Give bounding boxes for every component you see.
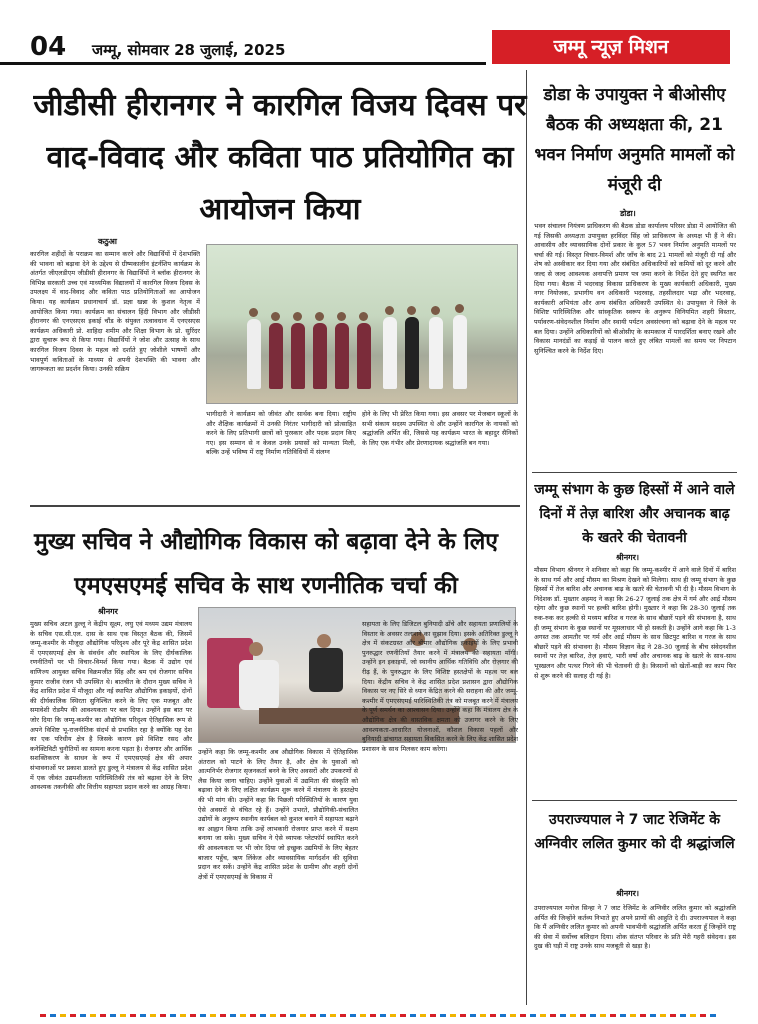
side-rule-1 — [532, 472, 737, 473]
side3-body: उपराज्यपाल मनोज सिन्हा ने 7 जाट रेजिमेंट के अग्निवीर ललित कुमार को श्रद्धांजलि अर्पित की जिन्होंने कर्तव्य निभाते हुए अपने प्राणों की आहुति दे दी। उपराज्यपाल ने कहा कि मैं अग्निवीर ललित कुमार को अपनी भावभीनी श्रद्धांजलि अर्पित करता हूँ जिन्होंने राष्ट्र की सेवा में सर्वोच्च बलिदान दिया। शोक संतप्त परिवार के प्रति मेरी गहरी संवेदना। इस दुख की घड़ी में राष्ट्र उनके साथ मजबूती से खड़ा है। — [534, 904, 736, 951]
story2-headline: मुख्य सचिव ने औद्योगिक विकास को बढ़ावा देने के लिए एमएसएमई सचिव के साथ रणनीतिक चर्चा की — [33, 529, 499, 599]
masthead: जम्मू न्यूज़ मिशन — [492, 30, 730, 64]
side-rule-2 — [532, 800, 737, 801]
header-rule — [0, 62, 486, 65]
side2-body: मौसम विभाग श्रीनगर ने शनिवार को कहा कि जम्मू-कश्मीर में आने वाले दिनों में बारिश के साथ गर्म और आर्द्र मौसम का मिश्रण देखने को मिलेगा। साथ ही जम्मू संभाग के कुछ हिस्सों में तेज बारिश और अचानक बाढ़ के खतरे की चेतावनी भी दी है। मौसम विभाग के निदेशक डॉ. मुख्तार अहमद ने कहा कि 26-27 जुलाई तक क्षेत्र में गर्म और आर्द्र मौसम रहेगा और कुछ स्थानों पर हल्की बारिश होगी। मुख्तार ने कहा कि 28-30 जुलाई तक रुक-रुक कर हल्की से मध्यम बारिश व गरज के साथ बौछारें पड़ने की संभावना है, साथ ही जम्मू संभाग के कुछ स्थानों पर मूसलाधार भी हो सकती है। उन्होंने आगे कहा कि 1-3 अगस्त तक आमतौर पर गर्म और आर्द्र मौसम के साथ छिटपुट बारिश व गरज के साथ बौछारें पड़ने की संभावना है। मौसम विज्ञान केंद्र ने 28-30 जुलाई के बीच संवेदनशील स्थानों पर तेज़ बारिश, तेज़ हवाएं, भारी वर्षा और अचानक बाढ़ के खतरे के साथ-साथ भूस्खलन और पत्थर गिरने की भी चेतावनी दी है। किसानों को खेतों-बाड़ी का काम फिर से शुरू करने की सलाह दी गई है। — [534, 566, 736, 680]
story1-column-3: होने के लिए भी प्रेरित किया गया। इस अवसर पर मेजबान स्कूलों के सभी संकाय सदस्य उपस्थित थे और उन्होंने कारगिल के नायकों को श्रद्धांजलि अर्पित की, जिससे यह कार्यक्रम भारत के बहादुर सैनिकों के लिए एक गंभीर और प्रेरणादायक श्रद्धांजलि बन गया। — [362, 410, 518, 447]
side1-headline: डोडा के उपायुक्त ने बीओसीए बैठक की अध्यक्षता की, 21 भवन निर्माण अनुमति मामलों को मंजूरी दी — [534, 85, 735, 195]
story1-column-1: कारगिल शहीदों के पराक्रम का सम्मान करने और विद्यार्थियों में देशभक्ति की भावना को बढ़ावा देने के उद्देश्य से ग्रीष्मकालीन इंटर्नशिप कार्यक्रम के अंतर्गत जीएलडीएम जीडीसी हीरानगर के विद्यार्थियों ने ब्लॉक हीरानगर के विभिन्न सरकारी उच्च एवं माध्यमिक विद्यालयों में कारगिल विजय दिवस के उपलक्ष्य में वाद-विवाद और कविता पाठ प्रतियोगिताओं का आयोजन किया। यह कार्यक्रम प्रधानाचार्य डॉ. प्रज्ञा खन्ना के कुशल नेतृत्व में आयोजित किया गया। कार्यक्रम का संचालन हिंदी विभाग और जीडीसी हीरानगर की एनएसएस इकाई चौंड के संयुक्त तत्वावधान में एनएसएस कार्यक्रम अधिकारी प्रो. शाहिदा शमीम और शिक्षा विभाग के प्रो. सुरिंदर द्वारा सुचारू रूप से किया गया। विद्यार्थियों ने जोश और उत्साह के साथ कारगिल विजय दिवस के महत्व को दर्शाते हुए जोशीले भाषणों और भावपूर्ण कविताओं के माध्यम से अपनी देशभक्ति की भावना और जागरूकता का प्रदर्शन किया। उनकी सक्रिय — [30, 250, 200, 374]
footer-color-strip — [40, 1014, 720, 1017]
side1-dateline: डोडा। — [620, 209, 636, 218]
page-number: 04 — [30, 32, 67, 62]
story2-dateline: श्रीनगर — [98, 607, 118, 616]
side3-headline: उपराज्यपाल ने 7 जाट रेजिमेंट के अग्निवीर ललित कुमार को दी श्रद्धांजलि — [534, 812, 735, 852]
story2-column-3: सहायता के लिए डिजिटल बुनियादी ढाँचे और सहायता प्रणालियों के विस्तार के अवसर तलाशने का सुझाव दिया। इसके अतिरिक्त डुल्लू ने क्षेत्र में संकटग्रस्त और बीमार औद्योगिक इकाइयों के लिए प्रभावी पुनरुद्धार रणनीतियाँ तैयार करने में मंत्रालय की सहायता माँगी। उन्होंने इन इकाइयों, जो स्थानीय आर्थिक गतिविधि और रोज़गार की रीढ़ हैं, के पुनरुद्धार के लिए विशिष्ट हस्तक्षेपों के महत्व पर बल दिया। केंद्रीय सचिव ने केंद्र शासित प्रदेश प्रशासन द्वारा औद्योगिक विकास पर नए सिरे से ध्यान केंद्रित करने की सराहना की और जम्मू-कश्मीर में एमएसएमई पारिस्थितिकी तंत्र को मजबूत करने में मंत्रालय के पूर्ण समर्थन का आश्वासन दिया। उन्होंने कहा कि मंत्रालय क्षेत्र के औद्योगिक क्षेत्र की वास्तविक क्षमता को उजागर करने के लिए आवश्यकता-आधारित योजनाओं, कौशल विकास पहलों और बुनियादी ढांचागत सहायता विकसित करने के लिए केंद्र शासित प्रदेश प्रशासन के साथ मिलकर काम करेगा। — [362, 620, 518, 753]
story1-dateline: कठुआ — [98, 237, 117, 246]
story1-column-2: भागीदारी ने कार्यक्रम को जीवंत और सार्थक बना दिया। राष्ट्रीय और शैक्षिक कार्यक्रमों में उनकी निरंतर भागीदारी को प्रोत्साहित करने के लिए प्रतिभागी छात्रों को पुरस्कार और पदक प्रदान किए गए। इस सम्मान से न केवल उनके प्रयासों को मान्यता मिली, बल्कि उन्हें भविष्य में राष्ट्र निर्माण गतिविधियों में संलग्न — [206, 410, 356, 457]
story2-column-1: मुख्य सचिव अटल डुल्लू ने केंद्रीय सूक्ष्म, लघु एवं मध्यम उद्यम मंत्रालय के सचिव एस.सी.एल. दास के साथ एक विस्तृत बैठक की, जिसमें जम्मू-कश्मीर के मौजूदा औद्योगिक परिदृश्य और पूरे केंद्र शासित प्रदेश में एमएसएमई क्षेत्र के संवर्धन और स्थायित्व के लिए दीर्घकालिक रणनीतियों पर भी विचार-विमर्श किया गया। बैठक में उद्योग एवं वाणिज्य आयुक्त सचिव विक्रमजीत सिंह और श्रम एवं रोजगार सचिव कुमार राजीव रंजन भी उपस्थित थे। बातचीत के दौरान मुख्य सचिव ने केंद्र शासित प्रदेश में मौजूदा और नई स्थापित औद्योगिक इकाइयों, दोनों की दीर्घकालिक स्थिरता सुनिश्चित करने के लिए एक मजबूत और समावेशी रोडमैप की आवश्यकता पर बल दिया। उन्होंने इस बात पर जोर दिया कि जम्मू-कश्मीर का औद्योगिक परिदृश्य ऐतिहासिक रूप से अपने विशिष्ट भू-राजनीतिक संदर्भ से प्रभावित रहा है क्योंकि यह देश का एक परिधीय क्षेत्र है जिसके कारण इसे विशिष्ट रसद और कनेक्टिविटी चुनौतियों का सामना करना पड़ता है। रोजगार और आर्थिक सशक्तिकरण के साधन के रूप में एमएसएमई क्षेत्र की अपार संभावनाओं पर प्रकाश डालते हुए डुल्लू ने मंत्रालय से केंद्र शासित प्रदेश में एक जीवंत उद्यमशीलता पारिस्थितिकी तंत्र को बढ़ावा देने के लिए आवश्यक तकनीकी और वित्तीय सहायता प्रदान करने का आग्रह किया। — [30, 620, 192, 792]
side3-dateline: श्रीनगर। — [616, 889, 639, 898]
section-rule — [30, 505, 520, 507]
side2-headline: जम्मू संभाग के कुछ हिस्सों में आने वाले दिनों में तेज़ बारिश और अचानक बाढ़ के खतरे की चेतावनी — [534, 482, 735, 546]
story1-headline: जीडीसी हीरानगर ने कारगिल विजय दिवस पर वाद-विवाद और कविता पाठ प्रतियोगित का आयोजन किया — [33, 88, 527, 227]
side2-dateline: श्रीनगर। — [616, 553, 639, 562]
story1-photo — [206, 244, 518, 404]
side1-body: भवन संचालन नियंत्रण प्राधिकरण की बैठक डोडा कार्यालय परिसर डोडा में आयोजित की गई जिसकी अध्यक्षता उपायुक्त हरविंदर सिंह जो प्राधिकरण के अध्यक्ष भी हैं ने की। आवासीय और व्यावसायिक दोनों प्रकार के कुल 57 भवन निर्माण अनुमति मामलों पर चर्चा की गई। विस्तृत विचार-विमर्श और जाँच के बाद 21 मामलों को मंजूरी दी गई और शेष को अस्वीकार कर दिया गया और संबंधित अधिकारियों को कमियों को दूर करने और जल्द से जल्द आवश्यक अनापत्ति प्रमाण पत्र जमा करने के निर्देश देते हुए स्थगित कर दिया गया। बैठक में भदरवाह विकास प्राधिकरण के मुख्य कार्यकारी अधिकारी, मुख्य नगर नियोजक, प्रभागीय वन अधिकारी भदरवाह, तहसीलदार भद्रा और भदरवाह, कार्यकारी अभियंता और अन्य संबंधित अधिकारी उपस्थित थे। उपायुक्त ने जिले के विशिष्ट पारिस्थितिक और सांस्कृतिक स्वरूप के अनुरूप विनियमित शहरी विस्तार, पर्यावरण-संवेदनशील निर्माण और स्थायी पर्यटन अवसंरचना को बढ़ावा देने के महत्व पर बल दिया। उन्होंने अधिकारियों को बीओसीए के कामकाज में पारदर्शिता बनाए रखने और विकास मानदंडों का कड़ाई से पालन करते हुए लंबित मामलों का समय पर निपटान सुनिश्चित करने के निर्देश दिए। — [534, 222, 736, 355]
story2-column-2: उन्होंने कहा कि जम्मू-कश्मीर अब औद्योगिक विकास में ऐतिहासिक अंतराल को पाटने के लिए तैयार है, और क्षेत्र के युवाओं को आत्मनिर्भर रोजगार सृजनकर्ता बनने के लिए अवसरों और उपकरणों से लैस किया जाना चाहिए। उन्होंने युवाओं में उद्यमिता की संस्कृति को बढ़ावा देने के लिए लक्षित कार्यक्रम शुरू करने में मंत्रालय के हस्तक्षेप की भी मांग की। उन्होंने कहा कि पिछली परिस्थितियों के कारण युवा ऐसे अवसरों से वंचित रहे हैं। उन्होंने उभरते, प्रौद्योगिकी-संचालित उद्योगों के अनुरूप स्थानीय कार्यबल को कुशल बनाने में सहायता बढ़ाने का आह्वान किया ताकि उन्हें लाभकारी रोजगार प्राप्त करने में सक्षम बनाया जा सके। मुख्य सचिव ने ऐसे व्यापक प्लेटफॉर्म स्थापित करने की आवश्यकता पर भी जोर दिया जो इच्छुक उद्यमियों के लिए बेहतर बाजार पहुँच, ऋण लिंकेज और व्यावसायिक मार्गदर्शन की सुविधा प्रदान कर सकें। उन्होंने केंद्र शासित प्रदेश के ग्रामीण और शहरी दोनों क्षेत्रों में एमएसएमई के विकास में — [198, 748, 358, 881]
issue-date: जम्मू, सोमवार 28 जुलाई, 2025 — [92, 41, 286, 59]
